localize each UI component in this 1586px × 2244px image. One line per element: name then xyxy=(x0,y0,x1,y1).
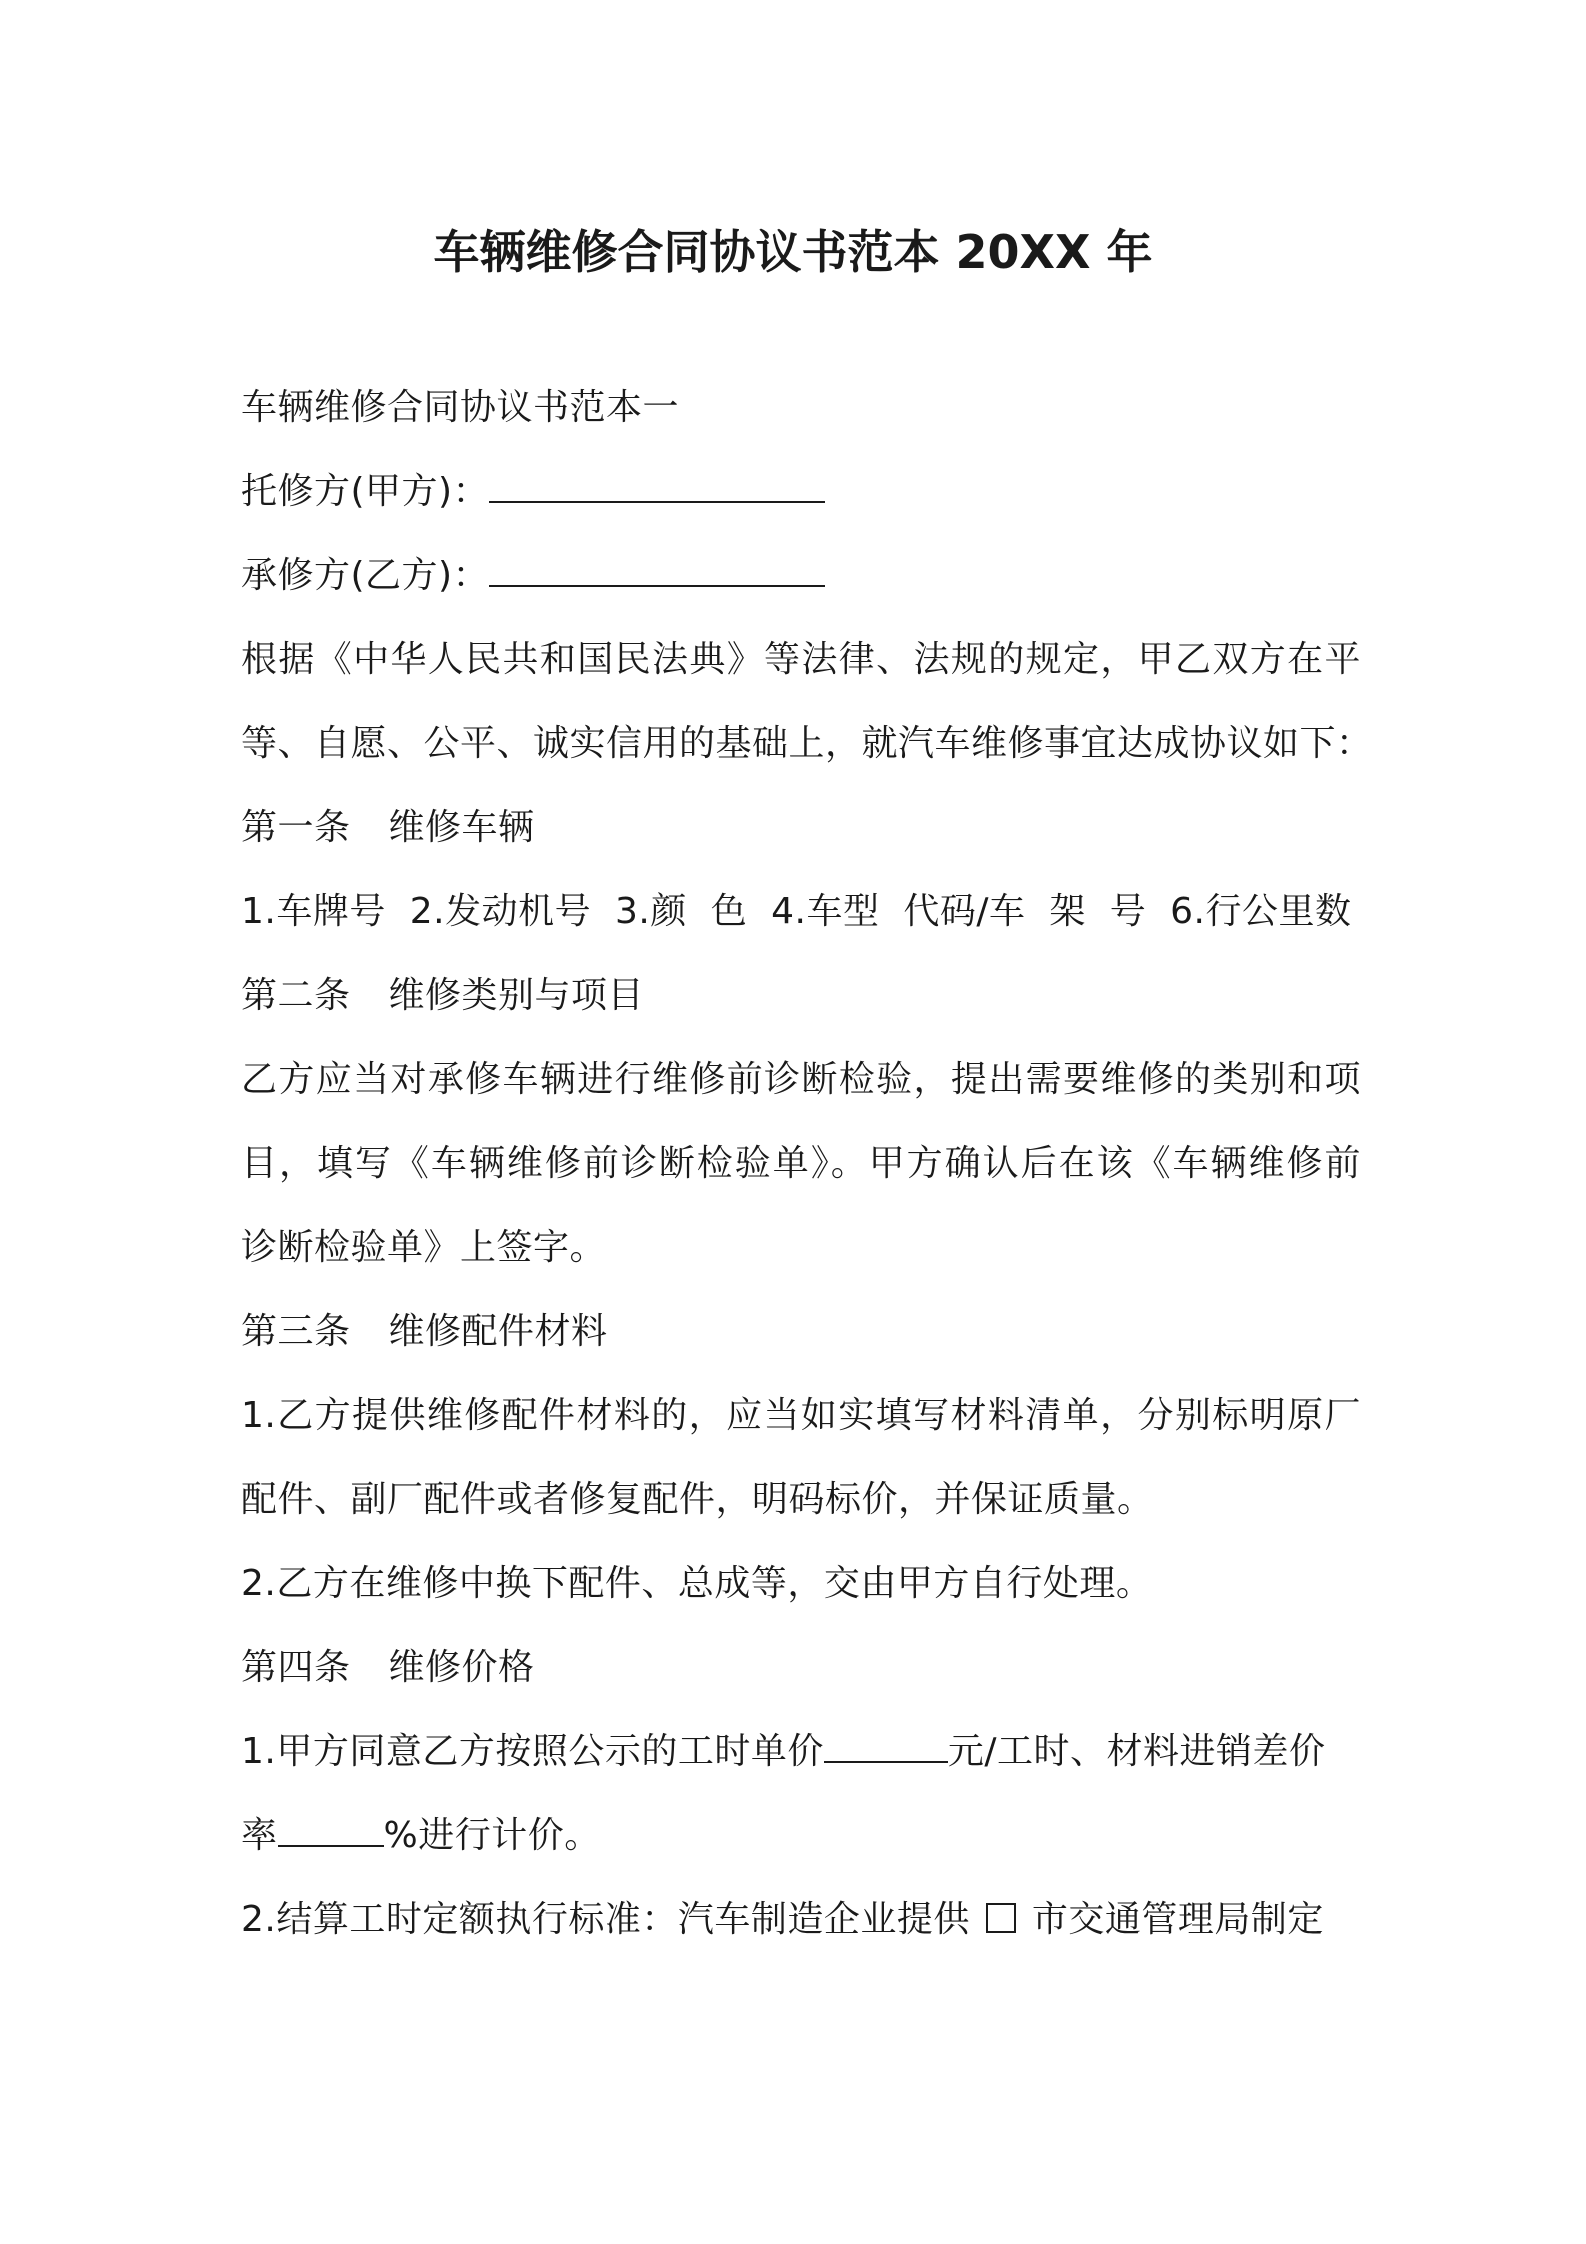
article-3-p2: 2.乙方在维修中换下配件、总成等，交由甲方自行处理。 xyxy=(241,1563,1153,1604)
article-4-p1-text-a: 1.甲方同意乙方按照公示的工时单价 xyxy=(241,1731,824,1772)
article-2-line-2: 目，填写《车辆维修前诊断检验单》。甲方确认后在该《车辆维修前 xyxy=(241,1143,1361,1184)
article-4-p2-text-b: 市交通管理局制定 xyxy=(1031,1899,1324,1940)
article-4-number: 第四条 xyxy=(241,1647,351,1688)
party-a-line xyxy=(241,462,1361,522)
article-4-p1-text-c: 率 xyxy=(241,1815,278,1856)
checkbox-icon[interactable] xyxy=(986,1903,1016,1933)
article-1-heading xyxy=(241,798,1361,858)
article-1-number: 第一条 xyxy=(241,807,351,848)
article-3-p1-line-1: 1.乙方提供维修配件材料的，应当如实填写材料清单，分别标明原厂 xyxy=(241,1395,1361,1436)
article-4-p1-text-d: %进行计价。 xyxy=(383,1815,601,1856)
party-a-blank xyxy=(489,497,825,503)
article-1-title: 维修车辆 xyxy=(388,807,535,848)
party-a-label: 托修方(甲方)： xyxy=(241,471,490,512)
labor-rate-blank xyxy=(824,1757,948,1763)
article-4-p1-line-2 xyxy=(241,1806,1361,1866)
article-2-line-3: 诊断检验单》上签字。 xyxy=(241,1227,607,1268)
article-3-number: 第三条 xyxy=(241,1311,351,1352)
intro-line-2: 等、自愿、公平、诚实信用的基础上，就汽车维修事宜达成协议如下： xyxy=(241,723,1373,764)
party-b-blank xyxy=(489,581,825,587)
markup-rate-blank xyxy=(278,1841,384,1847)
article-4-heading xyxy=(241,1638,1361,1698)
party-b-line xyxy=(241,546,1361,606)
document-subtitle: 车辆维修合同协议书范本一 xyxy=(241,387,680,428)
intro-line-1: 根据《中华人民共和国民法典》等法律、法规的规定，甲乙双方在平 xyxy=(241,639,1361,680)
article-4-title: 维修价格 xyxy=(388,1647,535,1688)
article-2-title: 维修类别与项目 xyxy=(388,975,645,1016)
article-4-p2 xyxy=(241,1890,1361,1950)
party-b-label: 承修方(乙方)： xyxy=(241,555,490,596)
document-title: 车辆维修合同协议书范本 20XX 年 xyxy=(433,225,1153,279)
article-3-heading xyxy=(241,1302,1361,1362)
article-4-p2-text-a: 2.结算工时定额执行标准：汽车制造企业提供 xyxy=(241,1899,970,1940)
article-3-title: 维修配件材料 xyxy=(388,1311,608,1352)
article-3-p1-line-2: 配件、副厂配件或者修复配件，明码标价，并保证质量。 xyxy=(241,1479,1154,1520)
article-4-p1-line-1 xyxy=(241,1722,1361,1782)
article-2-number: 第二条 xyxy=(241,975,351,1016)
article-2-heading xyxy=(241,966,1361,1026)
article-2-line-1: 乙方应当对承修车辆进行维修前诊断检验，提出需要维修的类别和项 xyxy=(241,1059,1361,1100)
article-4-p1-text-b: 元/工时、材料进销差价 xyxy=(947,1731,1326,1772)
article-1-items: 1.车牌号 2.发动机号 3.颜 色 4.车型 代码/车 架 号 6.行公里数 xyxy=(241,891,1352,932)
